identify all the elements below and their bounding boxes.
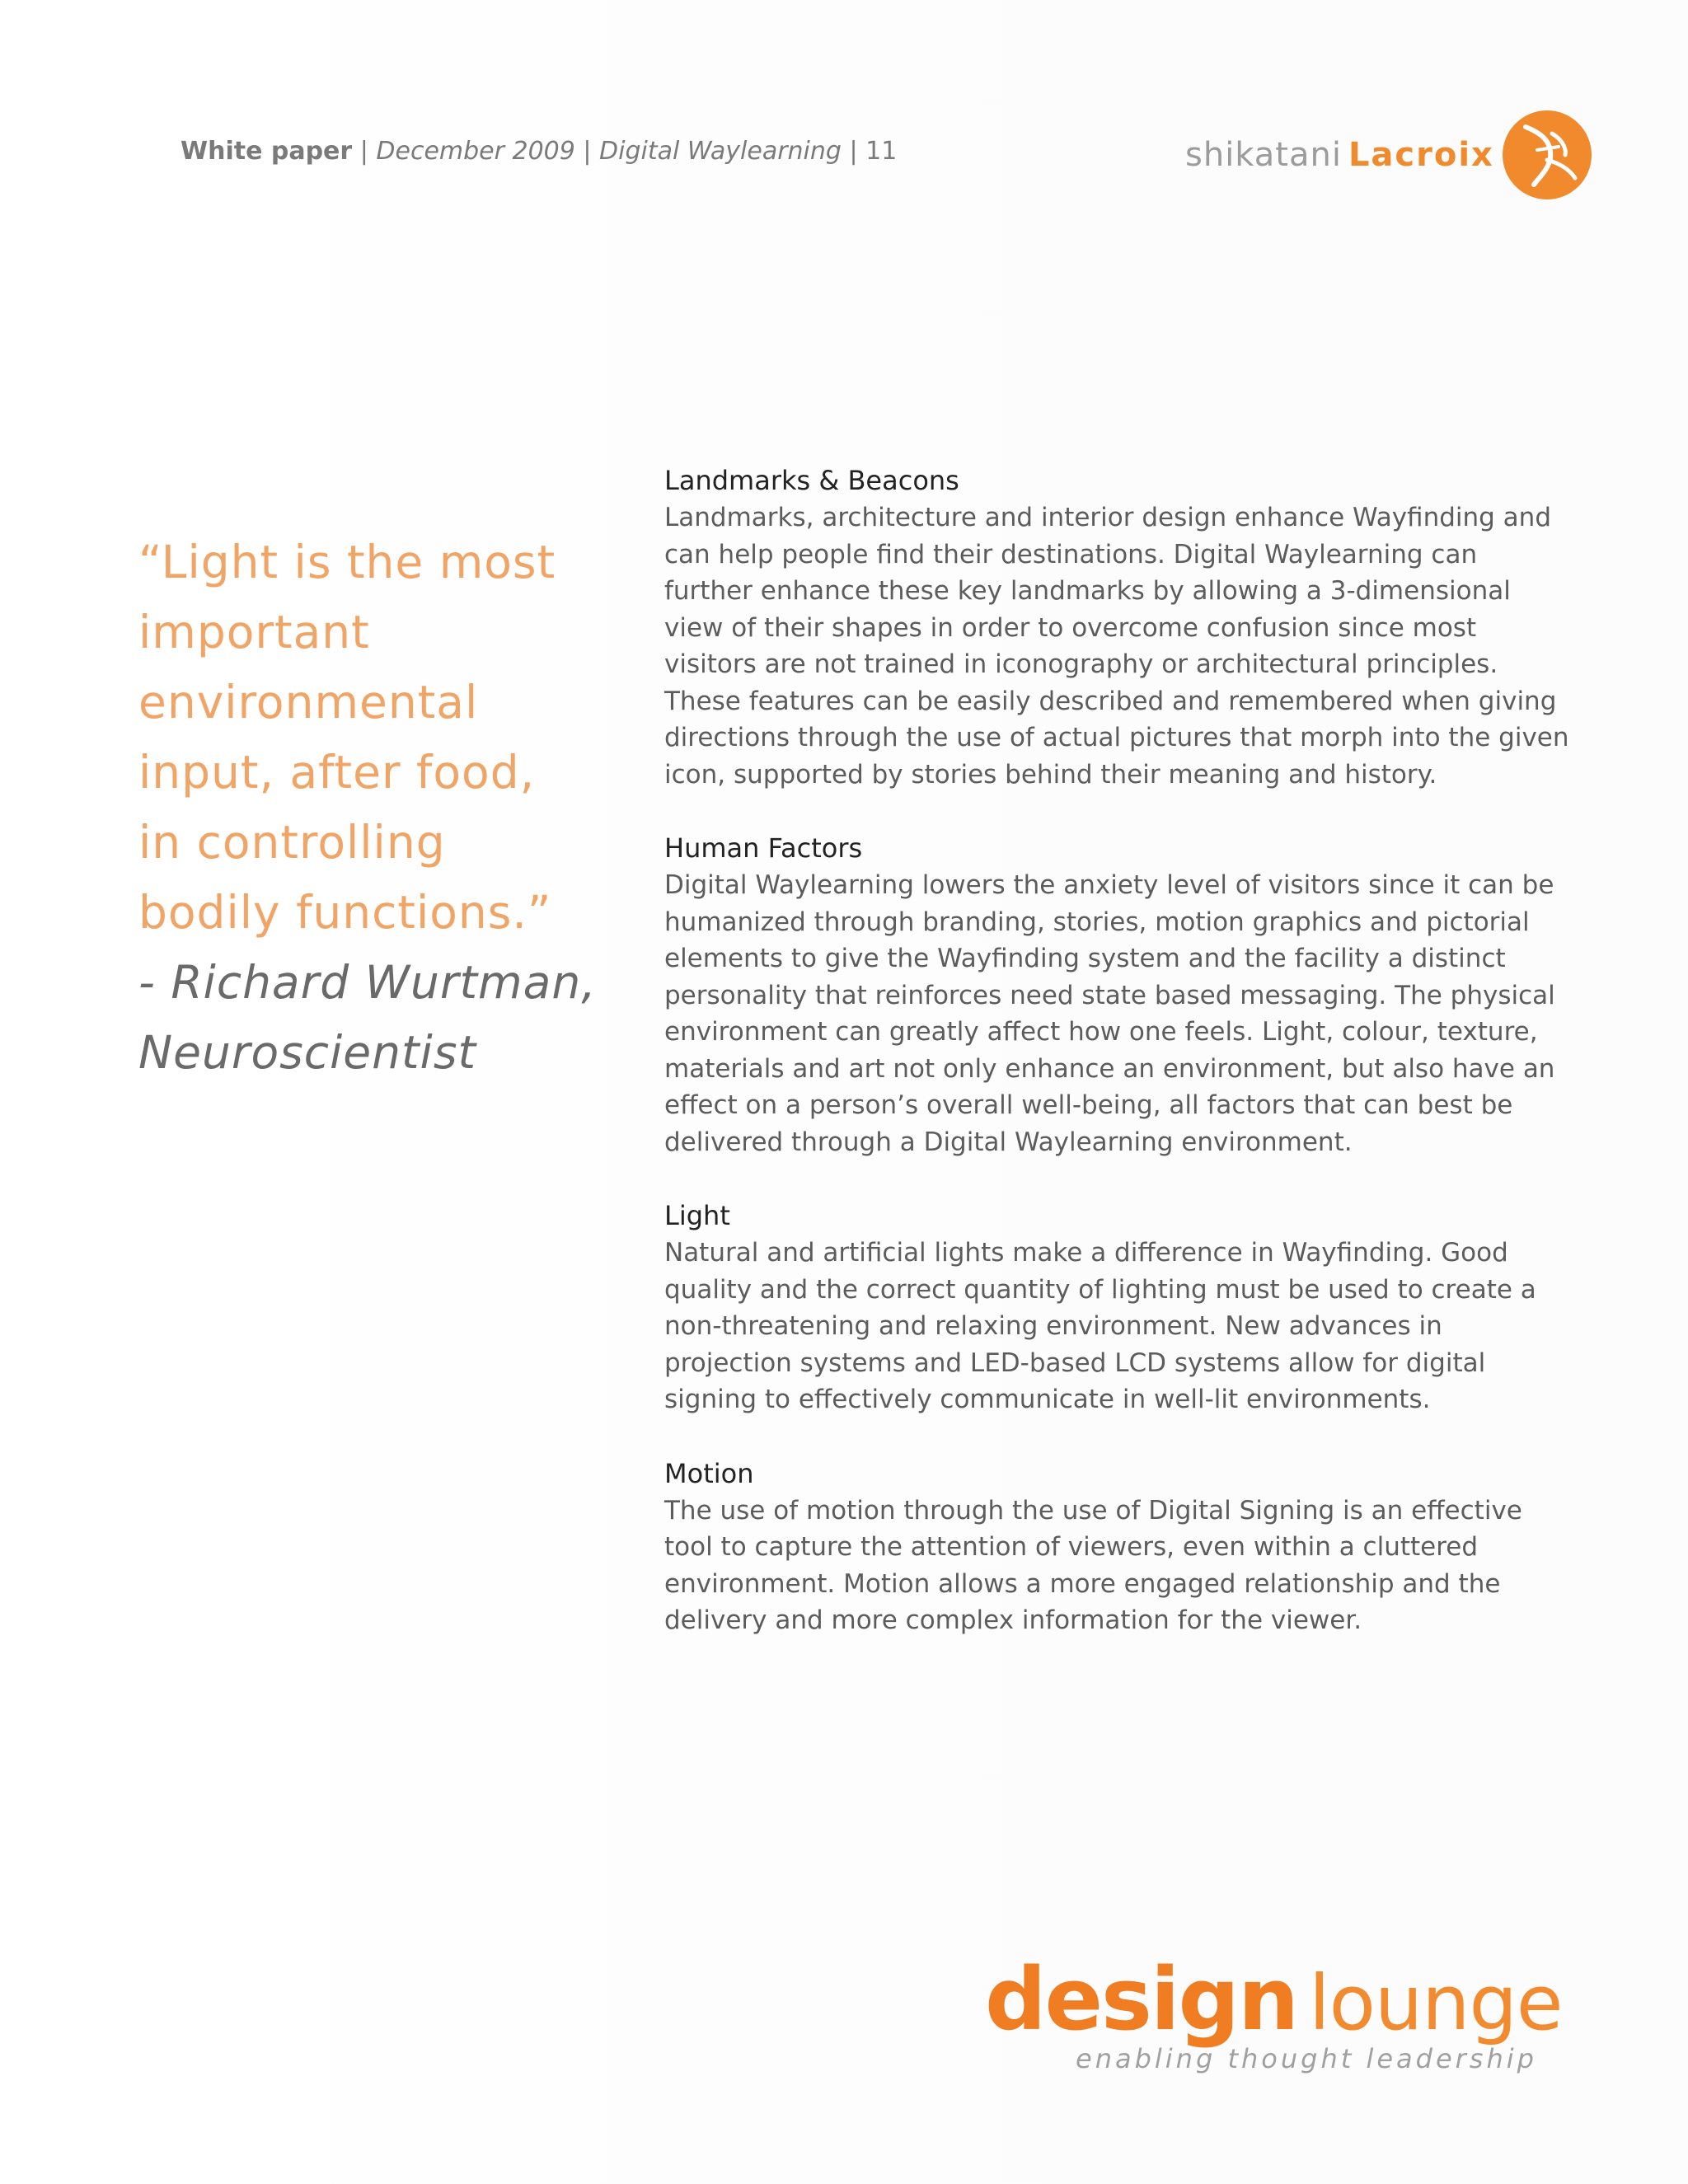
logo-word-design: design — [985, 1949, 1298, 2050]
section-heading: Motion — [664, 1457, 754, 1489]
logo-word-lacroix: Lacroix — [1348, 136, 1494, 174]
section-light — [664, 1197, 1571, 1418]
section-heading: Landmarks & Beacons — [664, 465, 959, 496]
logo-tagline: enabling thought leadership — [1076, 2043, 1537, 2074]
quote-line: “Light is the most — [138, 536, 556, 588]
pull-quote — [138, 527, 600, 1088]
quote-line: important — [138, 606, 370, 658]
logo-word-shikatani: shikatani — [1185, 136, 1342, 174]
section-body: Digital Waylearning lowers the anxiety level of visitors since it can be humanized through branding, stories, motion graphics and pictorial elements to give the Wayfinding system and the facility a distinct personality that reinforces need state based messaging. The physical environment can greatly affect how one feels. Light, colour, texture, materials and art not only enhance an environment, but also have an effect on a person’s overall well-being, all factors that can best be delivered through a Digital Waylearning environment. — [664, 870, 1555, 1157]
quote-line: input, after food, — [138, 746, 536, 799]
section-body: Landmarks, architecture and interior design enhance Wayfinding and can help people find their destinations. Digital Waylearning can further enhance these key landmarks by allowing a 3-dimensional view of their shapes in order to overcome confusion since most visitors are not trained in iconography or architectural principles. These features can be easily described and remembered when giving directions through the use of actual pictures that morph into the given icon, supported by stories behind their meaning and history. — [664, 503, 1569, 790]
page-number: 11 — [865, 137, 898, 166]
logo-word-lounge: lounge — [1309, 1959, 1563, 2047]
section-body: The use of motion through the use of Digital Signing is an effective tool to capture the attention of viewers, even within a cluttered environment. Motion allows a more engaged relationship and the delivery and more complex information for the viewer. — [664, 1495, 1522, 1635]
main-content — [664, 462, 1571, 1675]
logo-emblem-icon — [1501, 109, 1593, 201]
quote-line: environmental — [138, 676, 479, 729]
section-heading: Light — [664, 1200, 730, 1231]
quote-author-title: Neuroscientist — [138, 1026, 477, 1079]
quote-line: bodily functions.” — [138, 886, 552, 939]
design-lounge-logo — [985, 1949, 1578, 2074]
header-date: December 2009 — [376, 137, 575, 166]
logo-wordmark — [985, 1949, 1578, 2050]
quote-line: in controlling — [138, 816, 446, 869]
header-separator: | — [352, 137, 377, 166]
header-doc-type: White paper — [181, 137, 353, 166]
shikatani-lacroix-logo — [1185, 107, 1593, 203]
running-header — [181, 137, 897, 166]
section-heading: Human Factors — [664, 832, 863, 864]
header-topic: Digital Waylearning — [599, 137, 842, 166]
section-landmarks — [664, 462, 1571, 793]
section-motion — [664, 1455, 1571, 1639]
header-separator: | — [574, 137, 600, 166]
header-separator: | — [841, 137, 866, 166]
quote-author: - Richard Wurtman, — [138, 956, 597, 1009]
section-human-factors — [664, 829, 1571, 1160]
section-body: Natural and artificial lights make a difference in Wayfinding. Good quality and the correct quantity of lighting must be used to create a non-threatening and relaxing environment. New advances in projection systems and LED-based LCD systems allow for digital signing to effectively communicate in well-lit environments. — [664, 1238, 1536, 1414]
